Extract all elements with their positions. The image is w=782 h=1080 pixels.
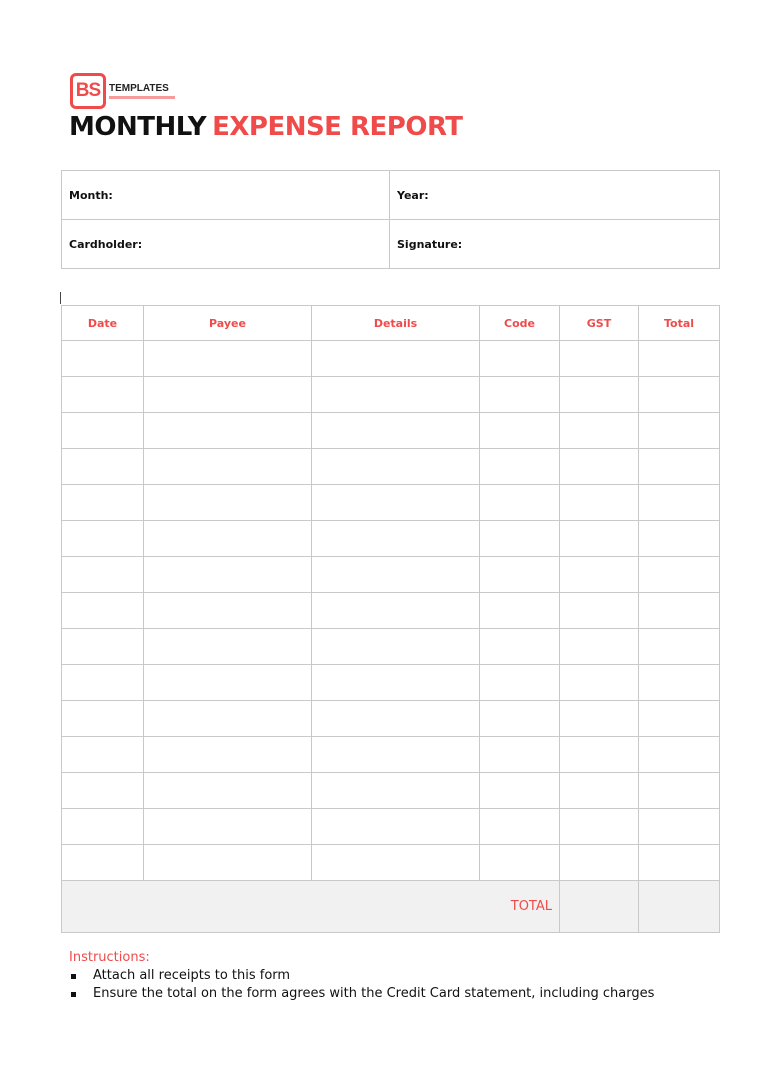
payee-cell[interactable]	[144, 737, 312, 773]
code-cell[interactable]	[480, 701, 560, 737]
text-cursor	[60, 292, 61, 304]
instructions	[69, 949, 654, 1003]
table-row	[62, 809, 720, 845]
table-row	[62, 521, 720, 557]
payee-cell[interactable]	[144, 701, 312, 737]
year-field[interactable]	[390, 171, 720, 220]
payee-cell[interactable]	[144, 485, 312, 521]
total-cell[interactable]	[639, 845, 720, 881]
instructions-heading: Instructions:	[69, 950, 150, 965]
code-cell[interactable]	[480, 773, 560, 809]
bullet-icon	[71, 974, 76, 979]
total-cell[interactable]	[639, 773, 720, 809]
date-cell[interactable]	[62, 809, 144, 845]
total-cell[interactable]	[639, 809, 720, 845]
details-cell[interactable]	[312, 701, 480, 737]
month-label: Month:	[69, 188, 113, 202]
payee-cell[interactable]	[144, 629, 312, 665]
gst-cell[interactable]	[560, 845, 639, 881]
code-cell[interactable]	[480, 377, 560, 413]
details-cell[interactable]	[312, 593, 480, 629]
details-cell[interactable]	[312, 377, 480, 413]
payee-cell[interactable]	[144, 593, 312, 629]
code-cell[interactable]	[480, 449, 560, 485]
table-row	[62, 701, 720, 737]
table-row	[62, 413, 720, 449]
gst-cell[interactable]	[560, 737, 639, 773]
table-row	[62, 593, 720, 629]
total-cell[interactable]	[639, 701, 720, 737]
payee-cell[interactable]	[144, 665, 312, 701]
cardholder-label: Cardholder:	[69, 237, 143, 251]
details-cell[interactable]	[312, 845, 480, 881]
table-row	[62, 557, 720, 593]
brand-logo	[70, 73, 175, 109]
date-cell[interactable]	[62, 377, 144, 413]
instruction-item: Ensure the total on the form agrees with the Credit Card statement, including charges	[69, 985, 654, 1003]
report-info-table	[61, 170, 720, 269]
instructions-list	[69, 967, 654, 1003]
payee-cell[interactable]	[144, 557, 312, 593]
gst-cell[interactable]	[560, 341, 639, 377]
total-cell[interactable]	[639, 557, 720, 593]
code-cell[interactable]	[480, 593, 560, 629]
expense-table	[61, 305, 720, 933]
details-cell[interactable]	[312, 557, 480, 593]
table-row	[62, 449, 720, 485]
code-cell[interactable]	[480, 629, 560, 665]
date-cell[interactable]	[62, 845, 144, 881]
signature-label: Signature:	[397, 237, 463, 251]
instruction-item: Attach all receipts to this form	[69, 967, 654, 985]
date-cell[interactable]	[62, 557, 144, 593]
total-cell[interactable]	[639, 521, 720, 557]
gst-cell[interactable]	[560, 521, 639, 557]
logo-name: TEMPLATES	[109, 82, 169, 94]
code-cell[interactable]	[480, 521, 560, 557]
table-row	[62, 665, 720, 701]
details-cell[interactable]	[312, 737, 480, 773]
date-cell[interactable]	[62, 521, 144, 557]
total-cell[interactable]	[639, 377, 720, 413]
code-cell[interactable]	[480, 665, 560, 701]
payee-cell[interactable]	[144, 341, 312, 377]
header-gst: GST	[560, 306, 639, 341]
code-cell[interactable]	[480, 485, 560, 521]
gst-cell[interactable]	[560, 557, 639, 593]
payee-cell[interactable]	[144, 377, 312, 413]
code-cell[interactable]	[480, 341, 560, 377]
total-cell[interactable]	[639, 665, 720, 701]
gst-cell[interactable]	[560, 449, 639, 485]
payee-cell[interactable]	[144, 809, 312, 845]
date-cell[interactable]	[62, 773, 144, 809]
details-cell[interactable]	[312, 629, 480, 665]
date-cell[interactable]	[62, 485, 144, 521]
table-row	[62, 341, 720, 377]
expense-header-row	[62, 306, 720, 341]
table-row	[62, 737, 720, 773]
payee-cell[interactable]	[144, 773, 312, 809]
payee-cell[interactable]	[144, 521, 312, 557]
details-cell[interactable]	[312, 665, 480, 701]
total-cell[interactable]	[639, 413, 720, 449]
date-cell[interactable]	[62, 449, 144, 485]
table-row	[62, 485, 720, 521]
code-cell[interactable]	[480, 557, 560, 593]
total-cell[interactable]	[639, 593, 720, 629]
details-cell[interactable]	[312, 521, 480, 557]
details-cell[interactable]	[312, 449, 480, 485]
payee-cell[interactable]	[144, 413, 312, 449]
date-cell[interactable]	[62, 341, 144, 377]
grand-total-cell[interactable]	[639, 881, 720, 933]
bullet-icon	[71, 992, 76, 997]
payee-cell[interactable]	[144, 449, 312, 485]
table-row	[62, 773, 720, 809]
header-details: Details	[312, 306, 480, 341]
logo-mark: BS	[70, 73, 106, 109]
title-expense-report: EXPENSE REPORT	[212, 112, 463, 142]
total-cell[interactable]	[639, 341, 720, 377]
total-cell[interactable]	[639, 629, 720, 665]
gst-cell[interactable]	[560, 665, 639, 701]
year-label: Year:	[397, 188, 429, 202]
gst-cell[interactable]	[560, 593, 639, 629]
table-row	[62, 845, 720, 881]
gst-cell[interactable]	[560, 773, 639, 809]
table-row	[62, 377, 720, 413]
header-total: Total	[639, 306, 720, 341]
gst-cell[interactable]	[560, 485, 639, 521]
page-title	[69, 112, 463, 142]
date-cell[interactable]	[62, 701, 144, 737]
date-cell[interactable]	[62, 413, 144, 449]
date-cell[interactable]	[62, 593, 144, 629]
code-cell[interactable]	[480, 809, 560, 845]
total-cell[interactable]	[639, 485, 720, 521]
payee-cell[interactable]	[144, 845, 312, 881]
details-cell[interactable]	[312, 341, 480, 377]
gst-cell[interactable]	[560, 809, 639, 845]
header-payee: Payee	[144, 306, 312, 341]
code-cell[interactable]	[480, 845, 560, 881]
title-monthly: MONTHLY	[69, 112, 207, 142]
date-cell[interactable]	[62, 665, 144, 701]
details-cell[interactable]	[312, 773, 480, 809]
signature-field[interactable]	[390, 220, 720, 269]
code-cell[interactable]	[480, 737, 560, 773]
logo-tagline-strip	[109, 96, 175, 99]
header-date: Date	[62, 306, 144, 341]
gst-cell[interactable]	[560, 629, 639, 665]
table-row	[62, 629, 720, 665]
gst-cell[interactable]	[560, 701, 639, 737]
month-field[interactable]	[62, 171, 390, 220]
details-cell[interactable]	[312, 413, 480, 449]
code-cell[interactable]	[480, 413, 560, 449]
total-cell[interactable]	[639, 449, 720, 485]
gst-cell[interactable]	[560, 377, 639, 413]
total-row	[62, 881, 720, 933]
date-cell[interactable]	[62, 737, 144, 773]
date-cell[interactable]	[62, 629, 144, 665]
details-cell[interactable]	[312, 485, 480, 521]
details-cell[interactable]	[312, 809, 480, 845]
cardholder-field[interactable]	[62, 220, 390, 269]
total-label: TOTAL	[62, 881, 560, 933]
gst-cell[interactable]	[560, 413, 639, 449]
header-code: Code	[480, 306, 560, 341]
gst-total-cell[interactable]	[560, 881, 639, 933]
total-cell[interactable]	[639, 737, 720, 773]
